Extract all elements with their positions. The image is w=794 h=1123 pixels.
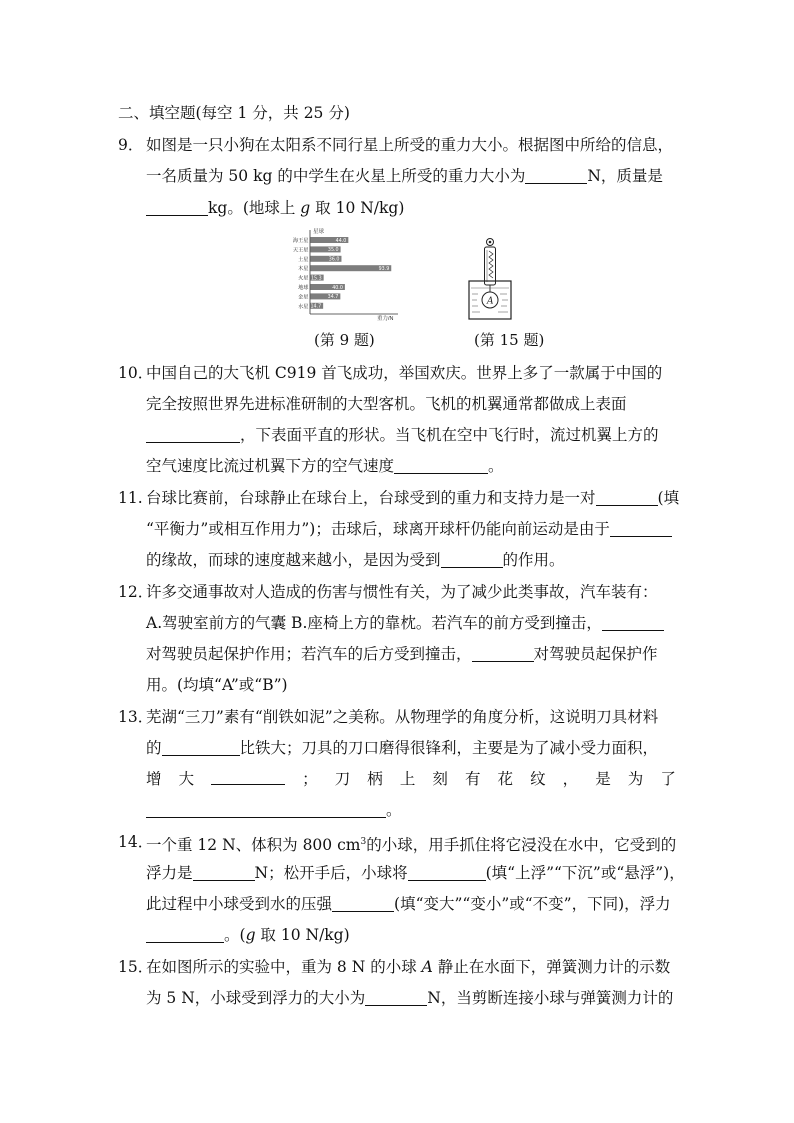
answer-blank[interactable] bbox=[193, 864, 255, 881]
figure-9-caption: (第 9 题) bbox=[314, 331, 375, 349]
answer-blank[interactable] bbox=[162, 739, 240, 756]
q9-line-3: kg。(地球上 g 取 10 N/kg) bbox=[146, 197, 404, 219]
q12-line-3: 对驾驶员起保护作用；若汽车的后方受到撞击， 对驾驶员起保护作 bbox=[146, 645, 658, 663]
bar-value-label: 34.7 bbox=[327, 295, 339, 301]
q14-line-4: 。(g 取 10 N/kg) bbox=[146, 924, 350, 946]
bar-value-label: 14.7 bbox=[310, 304, 322, 310]
question-number: 13． bbox=[118, 708, 154, 726]
answer-blank[interactable] bbox=[211, 768, 285, 785]
q11-line-3: 的缘故，而球的速度越来越小，是因为受到 的作用。 bbox=[146, 551, 565, 569]
hook-ring-center bbox=[489, 241, 492, 244]
category-label: 海王星 bbox=[292, 238, 309, 244]
category-label: 土星 bbox=[298, 256, 309, 263]
answer-blank[interactable] bbox=[610, 520, 672, 537]
question-number: 14． bbox=[118, 833, 154, 851]
q10-line-4: 空气速度比流过机翼下方的空气速度 。 bbox=[146, 457, 504, 475]
q14-line-2: 浮力是 N；松开手后，小球将 (填“上浮”“下沉”或“悬浮”)， bbox=[146, 864, 685, 882]
bar-value-label: 15.3 bbox=[310, 276, 322, 282]
answer-blank[interactable] bbox=[365, 989, 427, 1006]
figure-9-chart bbox=[282, 226, 402, 322]
q13-line-3: 增 大 ； 刀 柄 上 刻 有 花 纹 ， 是 为 了 bbox=[146, 770, 676, 788]
answer-blank[interactable] bbox=[596, 489, 658, 506]
q9-line-1: 如图是一只小狗在太阳系不同行星上所受的重力大小。根据图中所给的信息， bbox=[146, 136, 674, 154]
section-title: 二、填空题(每空 1 分，共 25 分) bbox=[118, 104, 350, 122]
answer-blank[interactable] bbox=[472, 645, 534, 662]
q10-line-1: 中国自己的大飞机 C919 首飞成功，举国欢庆。世界上多了一款属于中国的 bbox=[146, 364, 663, 382]
figure-15-caption: (第 15 题) bbox=[474, 331, 545, 349]
q11-line-2: “平衡力”或相互作用力”)；击球后，球离开球杆仍能向前运动是由于 bbox=[146, 518, 672, 540]
category-label: 天王星 bbox=[292, 247, 309, 254]
question-number: 10． bbox=[118, 364, 154, 382]
q12-line-2: A.驾驶室前方的气囊 B.座椅上方的靠枕。若汽车的前方受到撞击， bbox=[146, 612, 664, 634]
x-axis-label: 重力/N bbox=[377, 316, 394, 322]
category-label: 火星 bbox=[298, 275, 309, 282]
q12-line-1: 许多交通事故对人造成的伤害与惯性有关，为了减少此类事故，汽车装有： bbox=[146, 583, 658, 601]
q13-line-2: 的 比铁大；刀具的刀口磨得很锋利，主要是为了减小受力面积， bbox=[146, 739, 659, 757]
question-number: 15． bbox=[118, 958, 154, 976]
q9-line-2: 一名质量为 50 kg 的中学生在火星上所受的重力大小为 N，质量是 bbox=[146, 167, 663, 185]
category-label: 水星 bbox=[298, 303, 309, 310]
question-number: 11. bbox=[118, 489, 143, 507]
q11-line-1: 台球比赛前，台球静止在球台上，台球受到的重力和支持力是一对 (填 bbox=[146, 489, 680, 507]
category-label: 金星 bbox=[298, 294, 309, 301]
q14-line-3: 此过程中小球受到水的压强 (填“变大”“变小”或“不变”，下同)，浮力 bbox=[146, 895, 671, 913]
q13-line-4: 。 bbox=[146, 799, 402, 821]
figure-15-diagram bbox=[466, 236, 526, 326]
y-axis-label: 星球 bbox=[313, 229, 325, 235]
category-label: 地球 bbox=[298, 285, 309, 291]
answer-blank[interactable] bbox=[602, 614, 664, 631]
q15-line-1: 在如图所示的实验中，重为 8 N 的小球 A 静止在水面下，弹簧测力计的示数 bbox=[146, 958, 671, 976]
bar-value-label: 93.9 bbox=[378, 267, 390, 272]
bar-value-label: 35.0 bbox=[327, 248, 339, 254]
q15-line-2: 为 5 N，小球受到浮力的大小为 N，当剪断连接小球与弹簧测力计的 bbox=[146, 989, 674, 1007]
q12-line-4: 用。(均填“A”或“B”) bbox=[146, 676, 288, 694]
bar-value-label: 40.0 bbox=[332, 285, 343, 291]
question-number: 12． bbox=[118, 583, 154, 601]
answer-blank[interactable] bbox=[146, 926, 224, 943]
answer-blank[interactable] bbox=[441, 551, 503, 568]
category-label: 木星 bbox=[298, 266, 309, 273]
q13-line-1: 芜湖“三刀”素有“削铁如泥”之美称。从物理学的角度分析，这说明刀具材料 bbox=[146, 708, 659, 726]
q14-line-1: 一个重 12 N、体积为 800 $cm^3$的小球，用手抓住将它浸没在水中，它受到的 bbox=[146, 836, 677, 855]
answer-blank[interactable] bbox=[146, 426, 240, 443]
answer-blank[interactable] bbox=[332, 895, 394, 912]
q10-line-2: 完全按照世界先进标准研制的大型客机。飞机的机翼通常都做成上表面 bbox=[146, 395, 627, 413]
answer-blank[interactable] bbox=[146, 199, 208, 216]
answer-blank[interactable] bbox=[525, 167, 587, 184]
bar-value-label: 36.0 bbox=[328, 257, 340, 263]
answer-blank[interactable] bbox=[394, 457, 488, 474]
bar-value-label: 44.0 bbox=[335, 238, 347, 244]
spring-scale-body bbox=[485, 247, 496, 285]
answer-blank[interactable] bbox=[146, 801, 386, 818]
question-number: 9． bbox=[118, 136, 144, 154]
ball-label: A bbox=[487, 296, 494, 307]
q10-line-3: ，下表面平直的形状。当飞机在空中飞行时，流过机翼上方的 bbox=[146, 424, 659, 446]
answer-blank[interactable] bbox=[408, 864, 486, 881]
